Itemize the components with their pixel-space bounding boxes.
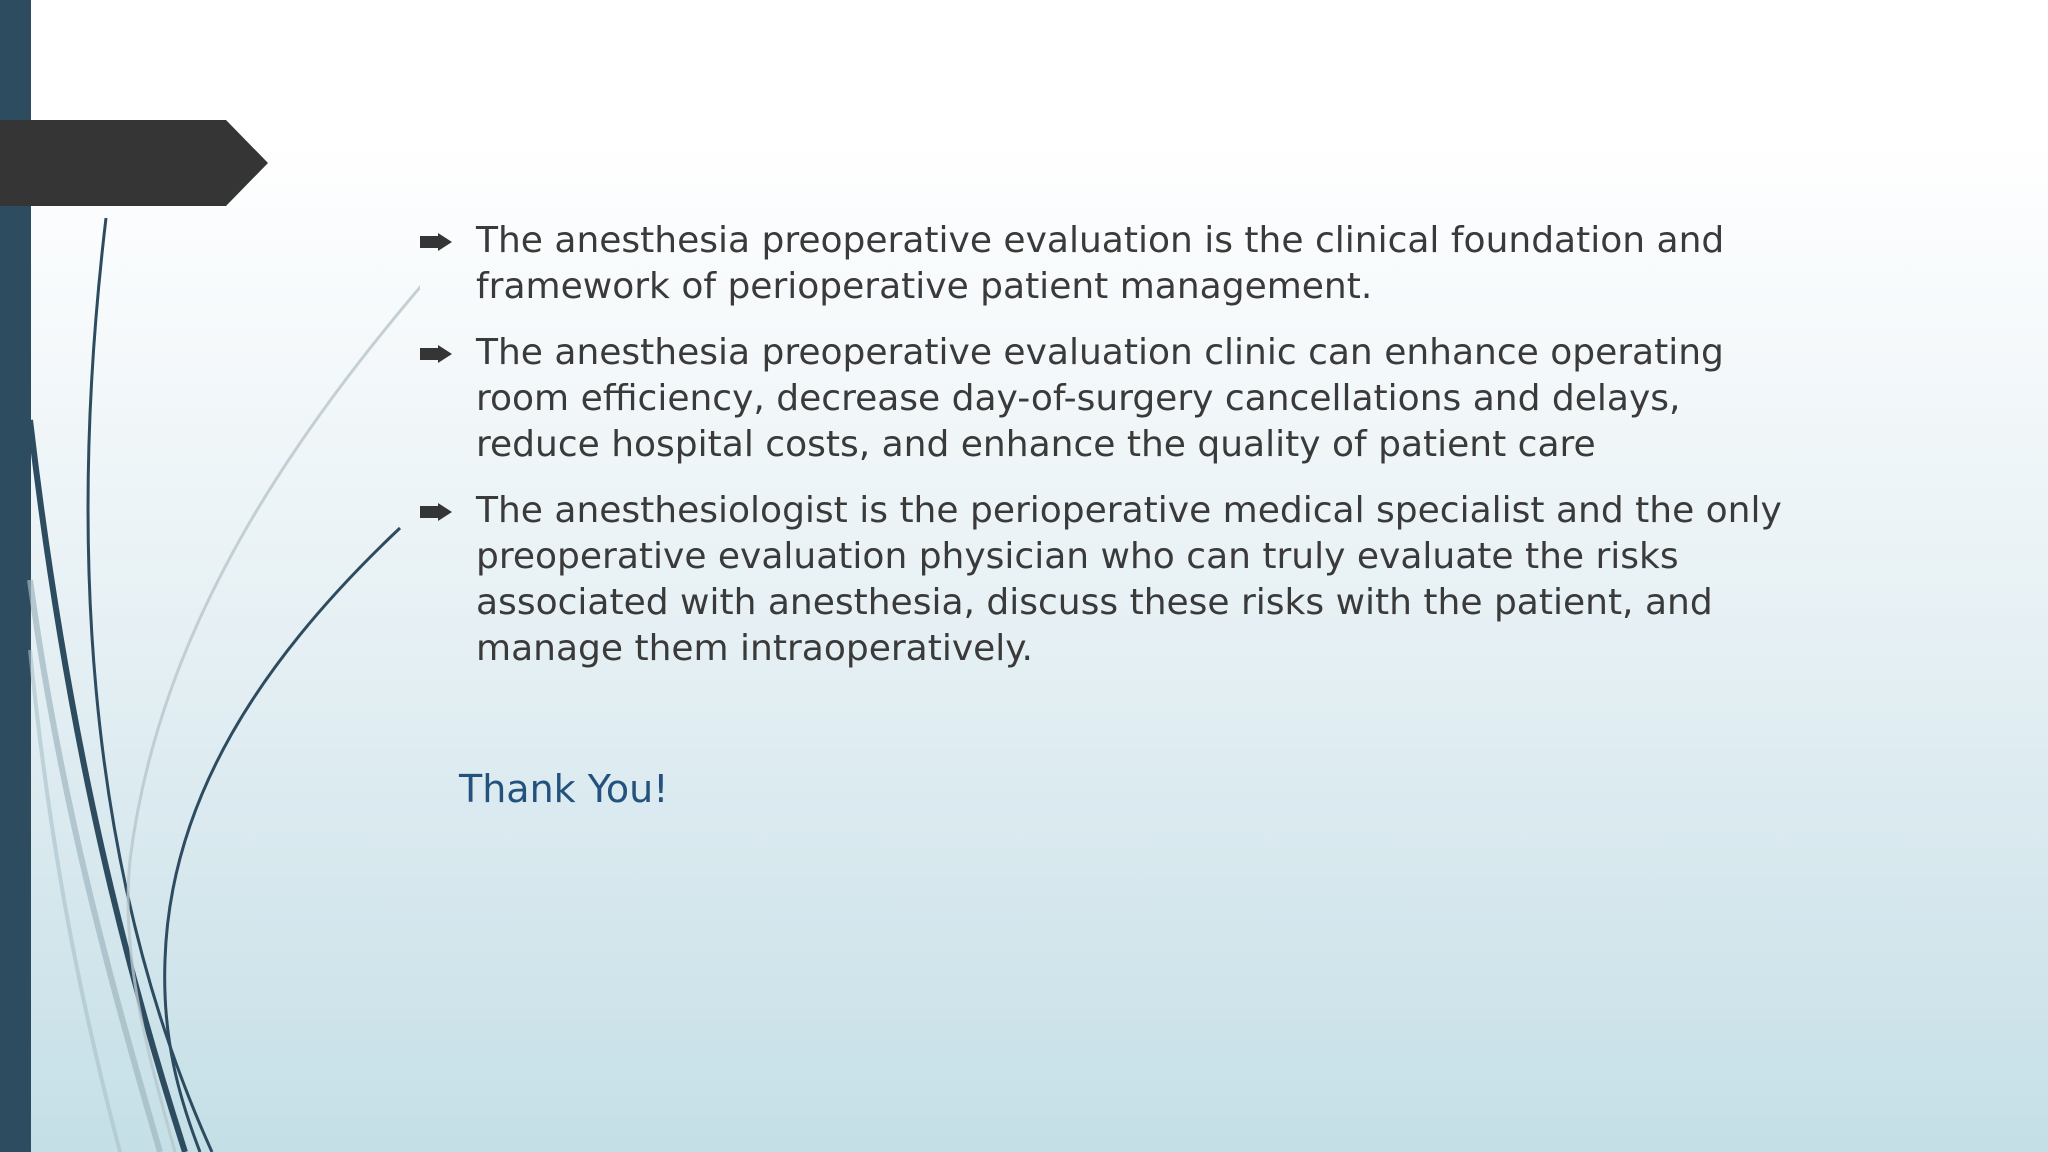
arrow-bullet-icon xyxy=(420,503,452,521)
slide-content xyxy=(418,218,1798,692)
bullet-text: The anesthesia preoperative evaluation is the clinical foundation and framework of perioperative patient management. xyxy=(476,220,1725,307)
bullet-list xyxy=(418,218,1798,672)
bullet-item xyxy=(418,218,1798,310)
bullet-text: The anesthesia preoperative evaluation clinic can enhance operating room efficiency, decrease day-of-surgery cancellations and delays, reduce hospital costs, and enhance the quality of patient care xyxy=(476,332,1724,465)
arrow-bullet-icon xyxy=(420,233,452,251)
closing-text: Thank You! xyxy=(459,767,669,811)
bullet-item xyxy=(418,488,1798,672)
arrow-bullet-icon xyxy=(420,345,452,363)
bullet-item xyxy=(418,330,1798,468)
bullet-text: The anesthesiologist is the perioperative medical specialist and the only preoperative evaluation physician who can truly evaluate the risks associated with anesthesia, discuss these risks with the patient, and manage them intraoperatively. xyxy=(476,490,1782,669)
title-banner xyxy=(0,120,268,206)
